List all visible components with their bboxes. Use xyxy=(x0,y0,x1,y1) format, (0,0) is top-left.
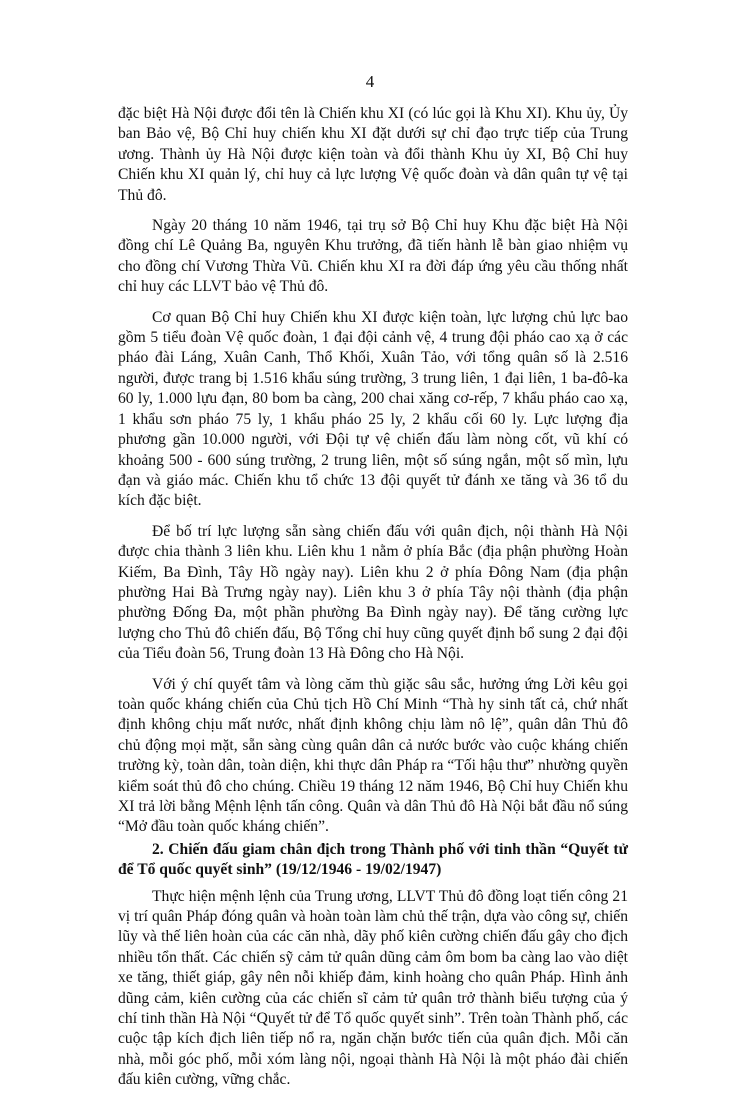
paragraph: đặc biệt Hà Nội được đổi tên là Chiến khu XI (có lúc gọi là Khu XI). Khu ủy, Ủy ban Bảo vệ, Bộ Chỉ huy chiến khu XI đặt dưới sự chỉ đạo trực tiếp của Trung ương. Thành ủy Hà Nội được kiện toàn và đổi thành Khu ủy XI, Bộ Chỉ huy Chiến khu XI quản lý, chỉ huy cả lực lượng Vệ quốc đoàn và dân quân tự vệ tại Thủ đô. xyxy=(118,105,628,204)
paragraph: Ngày 20 tháng 10 năm 1946, tại trụ sở Bộ Chỉ huy Khu đặc biệt Hà Nội đồng chí Lê Quảng Ba, nguyên Khu trưởng, đã tiến hành lễ bàn giao nhiệm vụ cho đồng chí Vương Thừa Vũ. Chiến khu XI ra đời đáp ứng yêu cầu thống nhất chỉ huy các LLVT bảo vệ Thủ đô. xyxy=(118,217,628,296)
paragraph: Cơ quan Bộ Chỉ huy Chiến khu XI được kiện toàn, lực lượng chủ lực bao gồm 5 tiểu đoàn Vệ quốc đoàn, 1 đại đội cảnh vệ, 4 trung đội pháo cao xạ ở các pháo đài Láng, Xuân Canh, Thổ Khối, Xuân Tảo, với tổng quân số là 2.516 người, được trang bị 1.516 khẩu súng trường, 3 trung liên, 1 đại liên, 1 ba-đô-ka 60 ly, 1.000 lựu đạn, 80 bom ba càng, 200 chai xăng cơ-rếp, 7 khẩu pháo cao xạ, 1 khẩu sơn pháo 75 ly, 1 khẩu pháo 25 ly, 2 khẩu cối 60 ly. Lực lượng địa phương gần 10.000 người, với Đội tự vệ chiến đấu làm nòng cốt, vũ khí có khoảng 500 - 600 súng trường, 2 trung liên, một số súng ngắn, một số mìn, lựu đạn và giáo mác. Chiến khu tổ chức 13 đội quyết tử đánh xe tăng và 36 tổ du kích đặc biệt. xyxy=(118,308,628,510)
paragraph: Để bố trí lực lượng sẵn sàng chiến đấu với quân địch, nội thành Hà Nội được chia thành 3 liên khu. Liên khu 1 nằm ở phía Bắc (địa phận phường Hoàn Kiếm, Ba Đình, Tây Hồ ngày nay). Liên khu 2 ở phía Đông Nam (địa phận phường Hai Bà Trưng ngày nay). Liên khu 3 ở phía Tây nội thành (địa phận phường Đống Đa, một phần phường Ba Đình ngày nay). Để tăng cường lực lượng cho Thủ đô chiến đấu, Bộ Tổng chỉ huy cũng quyết định bổ sung 2 đại đội của Tiểu đoàn 56, Trung đoàn 13 Hà Đông cho Hà Nội. xyxy=(118,522,628,663)
paragraph: Thực hiện mệnh lệnh của Trung ương, LLVT Thủ đô đồng loạt tiến công 21 vị trí quân Pháp đóng quân và hoàn toàn làm chủ thế trận, dựa vào công sự, chiến lũy và thế liên hoàn của các căn nhà, dãy phố kiên cường chiến đấu gây cho địch nhiều tổn thất. Các chiến sỹ cảm tử quân dũng cảm ôm bom ba càng lao vào diệt xe tăng, thiết giáp, gây nên nỗi khiếp đảm, kinh hoàng cho quân Pháp. Hình ảnh dũng cảm, kiên cường của các chiến sĩ cảm tử quân trở thành biểu tượng của ý chí tinh thần Hà Nội “Quyết tử để Tổ quốc quyết sinh”. Trên toàn Thành phố, các cuộc tập kích địch liên tiếp nổ ra, ngăn chặn bước tiến của quân địch. Mỗi căn nhà, mỗi góc phố, mỗi xóm làng nội, ngoại thành Hà Nội là một pháo đài chiến đấu kiên cường, vững chắc. xyxy=(118,887,628,1089)
page-number: 4 xyxy=(365,72,375,91)
paragraph: Với ý chí quyết tâm và lòng căm thù giặc sâu sắc, hưởng ứng Lời kêu gọi toàn quốc kháng chiến của Chủ tịch Hồ Chí Minh “Thà hy sinh tất cả, chứ nhất định không chịu mất nước, nhất định không chịu làm nô lệ”, quân dân Thủ đô chủ động mọi mặt, sẵn sàng cùng quân dân cả nước bước vào cuộc kháng chiến trường kỳ, toàn dân, toàn diện, khi thực dân Pháp ra “Tối hậu thư” nhường quyền kiểm soát thủ đô cho chúng. Chiều 19 tháng 12 năm 1946, Bộ Chỉ huy Chiến khu XI trả lời bằng Mệnh lệnh tấn công. Quân và dân Thủ đô Hà Nội bắt đầu nổ súng “Mở đầu toàn quốc kháng chiến”. xyxy=(118,675,628,836)
section-heading: 2. Chiến đấu giam chân địch trong Thành phố với tinh thần “Quyết tử để Tổ quốc quyết sinh” (19/12/1946 - 19/02/1947) xyxy=(118,840,628,879)
document-body xyxy=(118,104,628,1101)
